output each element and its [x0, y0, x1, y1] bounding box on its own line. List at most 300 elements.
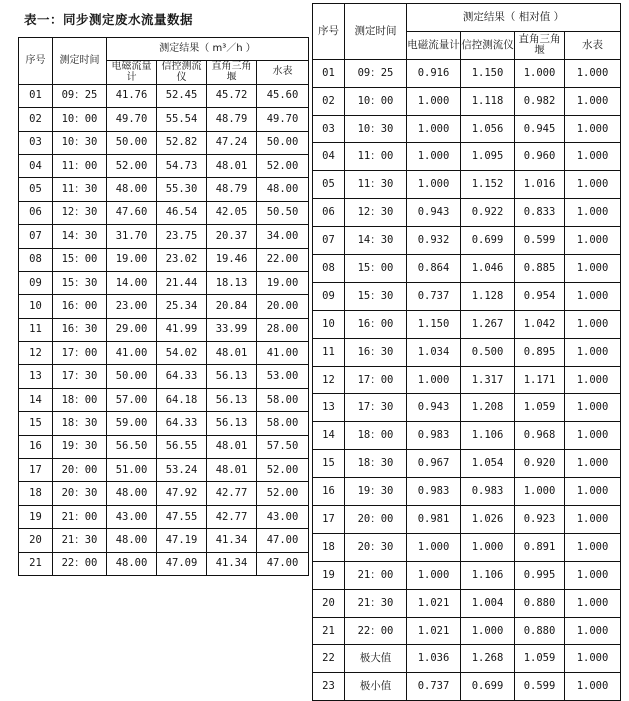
cell-water-meter: 19.00 — [257, 271, 309, 294]
cell-right-angle-weir: 0.982 — [515, 87, 565, 115]
cell-time: 21：00 — [345, 561, 407, 589]
cell-index: 16 — [313, 478, 345, 506]
cell-electromagnetic-flowmeter: 23.00 — [107, 295, 157, 318]
cell-time: 20：00 — [53, 459, 107, 482]
cell-signal-flow-meter: 47.09 — [157, 552, 207, 575]
cell-right-angle-weir: 47.24 — [207, 131, 257, 154]
header-right-angle-weir: 直角三角堰 — [515, 31, 565, 59]
table-row — [19, 271, 309, 294]
cell-right-angle-weir: 1.000 — [515, 478, 565, 506]
header-index: 序号 — [19, 38, 53, 85]
cell-time: 10：00 — [345, 87, 407, 115]
cell-time: 10：00 — [53, 108, 107, 131]
cell-index: 14 — [313, 422, 345, 450]
table-row — [313, 282, 621, 310]
cell-water-meter: 52.00 — [257, 459, 309, 482]
header-signal-flow-meter: 信控测流仪 — [461, 31, 515, 59]
cell-electromagnetic-flowmeter: 41.00 — [107, 342, 157, 365]
cell-water-meter: 1.000 — [565, 199, 621, 227]
cell-index: 15 — [313, 450, 345, 478]
cell-electromagnetic-flowmeter: 1.000 — [407, 87, 461, 115]
cell-water-meter: 1.000 — [565, 310, 621, 338]
cell-right-angle-weir: 0.945 — [515, 115, 565, 143]
table-row — [19, 201, 309, 224]
cell-right-angle-weir: 42.77 — [207, 505, 257, 528]
cell-right-angle-weir: 41.34 — [207, 552, 257, 575]
cell-right-angle-weir: 0.599 — [515, 673, 565, 701]
cell-water-meter: 1.000 — [565, 478, 621, 506]
cell-index: 15 — [19, 412, 53, 435]
cell-electromagnetic-flowmeter: 1.000 — [407, 143, 461, 171]
cell-index: 14 — [19, 388, 53, 411]
cell-right-angle-weir: 0.923 — [515, 506, 565, 534]
cell-water-meter: 1.000 — [565, 450, 621, 478]
cell-water-meter: 1.000 — [565, 59, 621, 87]
table-row — [313, 645, 621, 673]
cell-index: 04 — [19, 154, 53, 177]
cell-right-angle-weir: 41.34 — [207, 529, 257, 552]
table-row — [19, 482, 309, 505]
cell-water-meter: 20.00 — [257, 295, 309, 318]
cell-index: 20 — [19, 529, 53, 552]
table-row — [19, 459, 309, 482]
cell-right-angle-weir: 0.895 — [515, 338, 565, 366]
cell-right-angle-weir: 56.13 — [207, 412, 257, 435]
cell-water-meter: 1.000 — [565, 227, 621, 255]
cell-right-angle-weir: 19.46 — [207, 248, 257, 271]
cell-time: 11：00 — [53, 154, 107, 177]
cell-electromagnetic-flowmeter: 0.983 — [407, 478, 461, 506]
cell-water-meter: 49.70 — [257, 108, 309, 131]
cell-signal-flow-meter: 23.75 — [157, 225, 207, 248]
cell-right-angle-weir: 48.01 — [207, 435, 257, 458]
cell-right-angle-weir: 1.059 — [515, 394, 565, 422]
cell-index: 22 — [313, 645, 345, 673]
cell-index: 17 — [313, 506, 345, 534]
cell-electromagnetic-flowmeter: 48.00 — [107, 482, 157, 505]
cell-signal-flow-meter: 55.54 — [157, 108, 207, 131]
cell-water-meter: 1.000 — [565, 394, 621, 422]
cell-right-angle-weir: 0.880 — [515, 617, 565, 645]
cell-time: 21：00 — [53, 505, 107, 528]
cell-time: 11：30 — [53, 178, 107, 201]
cell-index: 13 — [313, 394, 345, 422]
table-head — [19, 38, 309, 85]
table-row — [313, 506, 621, 534]
cell-water-meter: 1.000 — [565, 533, 621, 561]
cell-signal-flow-meter: 1.150 — [461, 59, 515, 87]
cell-water-meter: 53.00 — [257, 365, 309, 388]
cell-time: 20：30 — [345, 533, 407, 561]
cell-signal-flow-meter: 1.128 — [461, 282, 515, 310]
cell-signal-flow-meter: 1.046 — [461, 255, 515, 283]
cell-index: 03 — [313, 115, 345, 143]
cell-right-angle-weir: 20.84 — [207, 295, 257, 318]
cell-signal-flow-meter: 23.02 — [157, 248, 207, 271]
cell-time: 20：00 — [345, 506, 407, 534]
cell-electromagnetic-flowmeter: 0.983 — [407, 422, 461, 450]
cell-right-angle-weir: 48.01 — [207, 342, 257, 365]
cell-index: 12 — [19, 342, 53, 365]
cell-time: 极大值 — [345, 645, 407, 673]
cell-signal-flow-meter: 1.056 — [461, 115, 515, 143]
cell-time: 21：30 — [53, 529, 107, 552]
cell-electromagnetic-flowmeter: 56.50 — [107, 435, 157, 458]
cell-signal-flow-meter: 55.30 — [157, 178, 207, 201]
cell-signal-flow-meter: 47.55 — [157, 505, 207, 528]
cell-electromagnetic-flowmeter: 0.864 — [407, 255, 461, 283]
cell-right-angle-weir: 1.171 — [515, 366, 565, 394]
cell-index: 18 — [313, 533, 345, 561]
cell-index: 06 — [19, 201, 53, 224]
table-row — [313, 673, 621, 701]
cell-electromagnetic-flowmeter: 47.60 — [107, 201, 157, 224]
cell-right-angle-weir: 0.833 — [515, 199, 565, 227]
cell-electromagnetic-flowmeter: 1.000 — [407, 561, 461, 589]
cell-electromagnetic-flowmeter: 1.000 — [407, 533, 461, 561]
cell-electromagnetic-flowmeter: 0.967 — [407, 450, 461, 478]
cell-water-meter: 1.000 — [565, 645, 621, 673]
flow-measurement-absolute-table — [18, 37, 309, 576]
table-row — [19, 365, 309, 388]
cell-right-angle-weir: 0.880 — [515, 589, 565, 617]
cell-electromagnetic-flowmeter: 1.034 — [407, 338, 461, 366]
header-water-meter: 水表 — [257, 61, 309, 84]
cell-index: 05 — [19, 178, 53, 201]
cell-water-meter: 1.000 — [565, 282, 621, 310]
table-body — [19, 84, 309, 575]
cell-index: 16 — [19, 435, 53, 458]
cell-time: 16：00 — [345, 310, 407, 338]
cell-time: 11：00 — [345, 143, 407, 171]
header-results-group: 测定结果（ m³／h ） — [107, 38, 309, 61]
cell-electromagnetic-flowmeter: 0.916 — [407, 59, 461, 87]
cell-time: 19：30 — [345, 478, 407, 506]
header-index: 序号 — [313, 4, 345, 60]
cell-electromagnetic-flowmeter: 48.00 — [107, 529, 157, 552]
cell-electromagnetic-flowmeter: 1.000 — [407, 115, 461, 143]
cell-water-meter: 43.00 — [257, 505, 309, 528]
cell-electromagnetic-flowmeter: 41.76 — [107, 84, 157, 107]
cell-index: 11 — [313, 338, 345, 366]
header-time: 测定时间 — [345, 4, 407, 60]
cell-signal-flow-meter: 1.317 — [461, 366, 515, 394]
cell-time: 09：25 — [53, 84, 107, 107]
table-row — [19, 295, 309, 318]
table-row — [313, 589, 621, 617]
table-row — [19, 108, 309, 131]
table-row — [313, 338, 621, 366]
cell-right-angle-weir: 0.960 — [515, 143, 565, 171]
cell-time: 15：30 — [53, 271, 107, 294]
table-row — [19, 225, 309, 248]
flow-measurement-relative-table — [312, 3, 621, 701]
header-results-group: 测定结果（ 相对值 ） — [407, 4, 621, 32]
cell-water-meter: 1.000 — [565, 338, 621, 366]
cell-time: 16：00 — [53, 295, 107, 318]
cell-signal-flow-meter: 0.699 — [461, 227, 515, 255]
cell-electromagnetic-flowmeter: 49.70 — [107, 108, 157, 131]
table-row — [19, 84, 309, 107]
cell-water-meter: 50.50 — [257, 201, 309, 224]
table-row — [313, 199, 621, 227]
cell-index: 06 — [313, 199, 345, 227]
cell-water-meter: 34.00 — [257, 225, 309, 248]
cell-signal-flow-meter: 52.45 — [157, 84, 207, 107]
cell-electromagnetic-flowmeter: 1.000 — [407, 171, 461, 199]
table-row — [313, 115, 621, 143]
cell-index: 11 — [19, 318, 53, 341]
header-time: 测定时间 — [53, 38, 107, 85]
cell-water-meter: 1.000 — [565, 255, 621, 283]
cell-index: 09 — [19, 271, 53, 294]
cell-electromagnetic-flowmeter: 48.00 — [107, 552, 157, 575]
header-right-angle-weir: 直角三角堰 — [207, 61, 257, 84]
cell-water-meter: 47.00 — [257, 529, 309, 552]
cell-electromagnetic-flowmeter: 50.00 — [107, 365, 157, 388]
cell-time: 16：30 — [53, 318, 107, 341]
table-row — [19, 435, 309, 458]
cell-right-angle-weir: 56.13 — [207, 365, 257, 388]
cell-time: 17：30 — [345, 394, 407, 422]
cell-electromagnetic-flowmeter: 43.00 — [107, 505, 157, 528]
cell-water-meter: 45.60 — [257, 84, 309, 107]
cell-right-angle-weir: 0.885 — [515, 255, 565, 283]
cell-signal-flow-meter: 1.267 — [461, 310, 515, 338]
cell-signal-flow-meter: 21.44 — [157, 271, 207, 294]
cell-signal-flow-meter: 0.983 — [461, 478, 515, 506]
cell-right-angle-weir: 56.13 — [207, 388, 257, 411]
cell-signal-flow-meter: 1.118 — [461, 87, 515, 115]
cell-electromagnetic-flowmeter: 29.00 — [107, 318, 157, 341]
cell-right-angle-weir: 45.72 — [207, 84, 257, 107]
cell-water-meter: 1.000 — [565, 506, 621, 534]
cell-index: 21 — [313, 617, 345, 645]
cell-electromagnetic-flowmeter: 52.00 — [107, 154, 157, 177]
cell-time: 12：30 — [345, 199, 407, 227]
cell-right-angle-weir: 0.954 — [515, 282, 565, 310]
table-head — [313, 4, 621, 60]
table-row — [19, 318, 309, 341]
cell-signal-flow-meter: 1.095 — [461, 143, 515, 171]
cell-index: 18 — [19, 482, 53, 505]
cell-index: 04 — [313, 143, 345, 171]
cell-index: 08 — [313, 255, 345, 283]
cell-index: 08 — [19, 248, 53, 271]
cell-electromagnetic-flowmeter: 1.021 — [407, 589, 461, 617]
cell-water-meter: 58.00 — [257, 412, 309, 435]
cell-water-meter: 1.000 — [565, 115, 621, 143]
cell-water-meter: 28.00 — [257, 318, 309, 341]
cell-index: 07 — [19, 225, 53, 248]
header-water-meter: 水表 — [565, 31, 621, 59]
table-row — [19, 154, 309, 177]
cell-electromagnetic-flowmeter: 1.150 — [407, 310, 461, 338]
cell-right-angle-weir: 1.042 — [515, 310, 565, 338]
cell-water-meter: 1.000 — [565, 171, 621, 199]
cell-index: 01 — [313, 59, 345, 87]
cell-electromagnetic-flowmeter: 48.00 — [107, 178, 157, 201]
cell-signal-flow-meter: 1.000 — [461, 533, 515, 561]
table-row — [19, 552, 309, 575]
cell-index: 02 — [19, 108, 53, 131]
cell-signal-flow-meter: 0.500 — [461, 338, 515, 366]
cell-water-meter: 22.00 — [257, 248, 309, 271]
table-row — [313, 59, 621, 87]
cell-time: 11：30 — [345, 171, 407, 199]
header-row-1 — [19, 38, 309, 61]
cell-time: 16：30 — [345, 338, 407, 366]
cell-signal-flow-meter: 53.24 — [157, 459, 207, 482]
cell-signal-flow-meter: 52.82 — [157, 131, 207, 154]
table-row — [313, 561, 621, 589]
cell-right-angle-weir: 18.13 — [207, 271, 257, 294]
cell-right-angle-weir: 0.920 — [515, 450, 565, 478]
cell-signal-flow-meter: 1.268 — [461, 645, 515, 673]
cell-signal-flow-meter: 1.004 — [461, 589, 515, 617]
cell-time: 22：00 — [345, 617, 407, 645]
cell-signal-flow-meter: 1.054 — [461, 450, 515, 478]
cell-water-meter: 1.000 — [565, 589, 621, 617]
cell-signal-flow-meter: 1.106 — [461, 561, 515, 589]
table-row — [313, 255, 621, 283]
table-row — [313, 478, 621, 506]
cell-index: 10 — [313, 310, 345, 338]
cell-water-meter: 52.00 — [257, 154, 309, 177]
cell-right-angle-weir: 42.05 — [207, 201, 257, 224]
cell-signal-flow-meter: 0.922 — [461, 199, 515, 227]
cell-signal-flow-meter: 64.33 — [157, 412, 207, 435]
cell-signal-flow-meter: 1.152 — [461, 171, 515, 199]
cell-signal-flow-meter: 54.02 — [157, 342, 207, 365]
cell-right-angle-weir: 20.37 — [207, 225, 257, 248]
table-row — [19, 505, 309, 528]
header-signal-flow-meter: 信控测流仪 — [157, 61, 207, 84]
cell-electromagnetic-flowmeter: 0.737 — [407, 282, 461, 310]
cell-electromagnetic-flowmeter: 0.981 — [407, 506, 461, 534]
cell-time: 18：00 — [53, 388, 107, 411]
cell-right-angle-weir: 48.01 — [207, 154, 257, 177]
cell-right-angle-weir: 48.79 — [207, 178, 257, 201]
cell-time: 18：30 — [345, 450, 407, 478]
cell-signal-flow-meter: 56.55 — [157, 435, 207, 458]
cell-water-meter: 1.000 — [565, 366, 621, 394]
cell-water-meter: 1.000 — [565, 143, 621, 171]
table-row — [19, 388, 309, 411]
table-row — [19, 131, 309, 154]
cell-signal-flow-meter: 0.699 — [461, 673, 515, 701]
cell-signal-flow-meter: 47.19 — [157, 529, 207, 552]
cell-electromagnetic-flowmeter: 31.70 — [107, 225, 157, 248]
cell-time: 18：00 — [345, 422, 407, 450]
cell-time: 09：25 — [345, 59, 407, 87]
cell-electromagnetic-flowmeter: 19.00 — [107, 248, 157, 271]
cell-electromagnetic-flowmeter: 1.021 — [407, 617, 461, 645]
cell-right-angle-weir: 33.99 — [207, 318, 257, 341]
cell-electromagnetic-flowmeter: 0.932 — [407, 227, 461, 255]
cell-electromagnetic-flowmeter: 0.943 — [407, 199, 461, 227]
cell-water-meter: 57.50 — [257, 435, 309, 458]
cell-right-angle-weir: 0.599 — [515, 227, 565, 255]
table-row — [19, 248, 309, 271]
cell-index: 20 — [313, 589, 345, 617]
cell-electromagnetic-flowmeter: 1.000 — [407, 366, 461, 394]
table-row — [19, 412, 309, 435]
left-table-block — [18, 10, 308, 576]
table-row — [19, 529, 309, 552]
table-row — [313, 310, 621, 338]
table-row — [313, 394, 621, 422]
cell-time: 14：30 — [345, 227, 407, 255]
cell-time: 18：30 — [53, 412, 107, 435]
cell-water-meter: 1.000 — [565, 422, 621, 450]
cell-signal-flow-meter: 1.000 — [461, 617, 515, 645]
cell-index: 05 — [313, 171, 345, 199]
table-row — [313, 171, 621, 199]
cell-water-meter: 1.000 — [565, 87, 621, 115]
cell-water-meter: 1.000 — [565, 617, 621, 645]
cell-water-meter: 47.00 — [257, 552, 309, 575]
table-row — [313, 533, 621, 561]
cell-index: 02 — [313, 87, 345, 115]
table-row — [313, 227, 621, 255]
cell-water-meter: 50.00 — [257, 131, 309, 154]
cell-time: 10：30 — [345, 115, 407, 143]
table-row — [313, 366, 621, 394]
table-row — [19, 342, 309, 365]
cell-signal-flow-meter: 46.54 — [157, 201, 207, 224]
cell-time: 17：00 — [345, 366, 407, 394]
header-electromagnetic-flowmeter: 电磁流量计 — [407, 31, 461, 59]
cell-water-meter: 48.00 — [257, 178, 309, 201]
cell-signal-flow-meter: 64.18 — [157, 388, 207, 411]
cell-electromagnetic-flowmeter: 14.00 — [107, 271, 157, 294]
cell-time: 22：00 — [53, 552, 107, 575]
cell-time: 15：00 — [345, 255, 407, 283]
cell-time: 19：30 — [53, 435, 107, 458]
cell-water-meter: 1.000 — [565, 561, 621, 589]
cell-electromagnetic-flowmeter: 0.943 — [407, 394, 461, 422]
cell-index: 10 — [19, 295, 53, 318]
cell-index: 01 — [19, 84, 53, 107]
cell-time: 15：00 — [53, 248, 107, 271]
cell-signal-flow-meter: 1.026 — [461, 506, 515, 534]
cell-electromagnetic-flowmeter: 51.00 — [107, 459, 157, 482]
cell-index: 12 — [313, 366, 345, 394]
cell-signal-flow-meter: 64.33 — [157, 365, 207, 388]
table-row — [313, 422, 621, 450]
cell-signal-flow-meter: 25.34 — [157, 295, 207, 318]
cell-electromagnetic-flowmeter: 1.036 — [407, 645, 461, 673]
cell-signal-flow-meter: 54.73 — [157, 154, 207, 177]
cell-water-meter: 52.00 — [257, 482, 309, 505]
cell-index: 23 — [313, 673, 345, 701]
cell-water-meter: 58.00 — [257, 388, 309, 411]
cell-right-angle-weir: 42.77 — [207, 482, 257, 505]
cell-right-angle-weir: 0.891 — [515, 533, 565, 561]
cell-right-angle-weir: 1.059 — [515, 645, 565, 673]
cell-signal-flow-meter: 1.106 — [461, 422, 515, 450]
cell-right-angle-weir: 1.016 — [515, 171, 565, 199]
table-title: 表一：同步测定废水流量数据 — [24, 12, 194, 27]
cell-index: 19 — [313, 561, 345, 589]
cell-water-meter: 1.000 — [565, 673, 621, 701]
table-body — [313, 59, 621, 700]
cell-time: 17：30 — [53, 365, 107, 388]
cell-electromagnetic-flowmeter: 59.00 — [107, 412, 157, 435]
cell-signal-flow-meter: 1.208 — [461, 394, 515, 422]
cell-right-angle-weir: 0.995 — [515, 561, 565, 589]
